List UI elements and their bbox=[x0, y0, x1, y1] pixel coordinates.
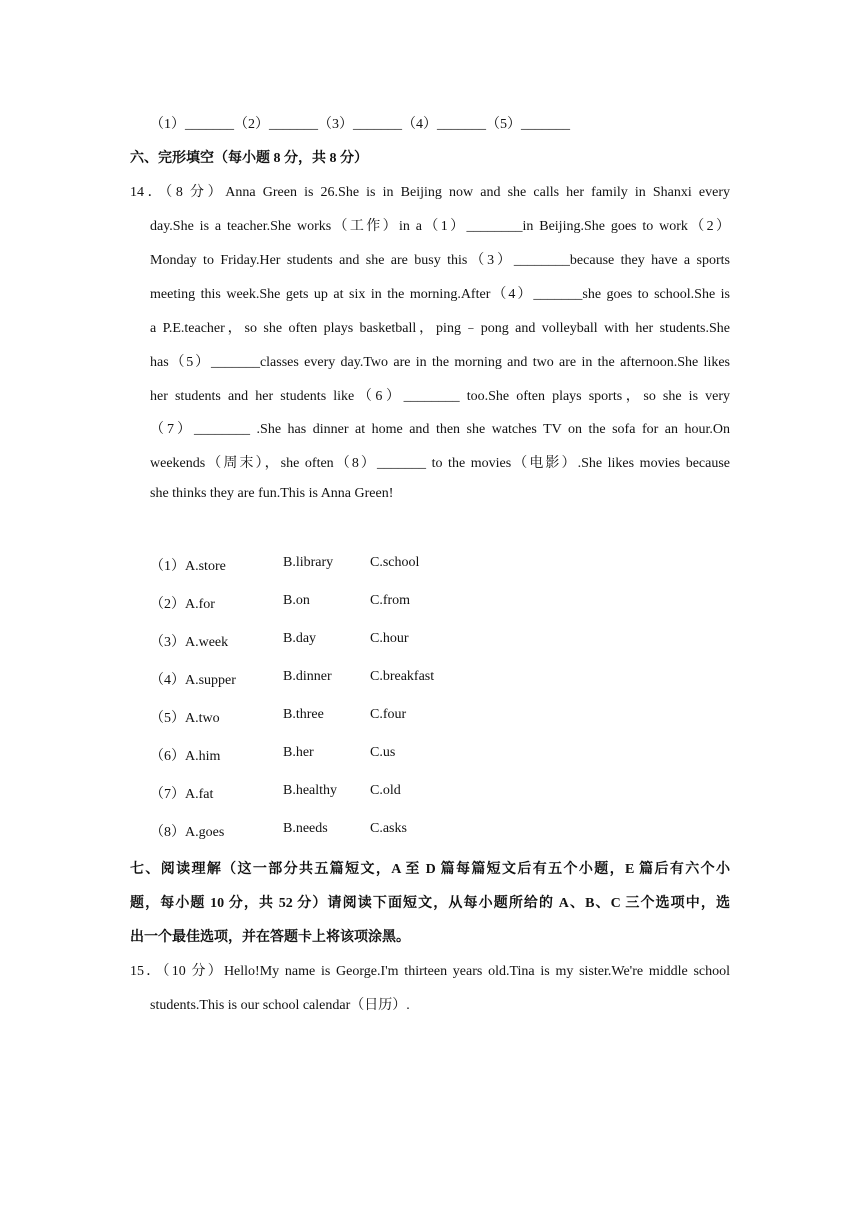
passage-line: （7）________ .She has dinner at home and then she watches TV on the sofa for an hour.On bbox=[150, 422, 730, 437]
section-7-line: 题，每小题 10 分，共 52 分）请阅读下面短文，从每小题所给的 A、B、C 三个选项中，选 bbox=[130, 896, 730, 911]
option-b: B.day bbox=[283, 631, 317, 646]
option-a: （6）A.him bbox=[150, 749, 221, 764]
option-a: （4）A.supper bbox=[150, 673, 236, 688]
passage-line: a P.E.teacher，so she often plays basketball，ping﹣pong and volleyball with her students.She bbox=[150, 321, 730, 336]
option-b: B.healthy bbox=[283, 783, 338, 798]
answer-blanks-line: （1）_______（2）_______（3）_______（4）_______（5）_______ bbox=[150, 117, 570, 132]
option-b: B.her bbox=[283, 745, 314, 760]
option-c: C.hour bbox=[370, 631, 409, 646]
option-a: （2）A.for bbox=[150, 597, 215, 612]
option-b: B.library bbox=[283, 555, 334, 570]
passage-line: she thinks they are fun.This is Anna Green! bbox=[150, 486, 394, 501]
option-a: （5）A.two bbox=[150, 711, 220, 726]
option-a: （3）A.week bbox=[150, 635, 229, 650]
option-c: C.old bbox=[370, 783, 401, 798]
passage-line: day.She is a teacher.She works（工作）in a（1）________in Beijing.She goes to work（2） bbox=[150, 219, 730, 234]
passage-line: Monday to Friday.Her students and she are busy this（3）________because they have a sports bbox=[150, 253, 730, 268]
option-b: B.dinner bbox=[283, 669, 332, 684]
option-a: （7）A.fat bbox=[150, 787, 214, 802]
section-7-line: 七、阅读理解（这一部分共五篇短文，A 至 D 篇每篇短文后有五个小题，E 篇后有六个小 bbox=[130, 862, 730, 877]
passage-line: meeting this week.She gets up at six in the morning.After（4）_______she goes to school.She is bbox=[150, 287, 730, 302]
passage-line: students.This is our school calendar（日历）. bbox=[150, 998, 410, 1013]
option-b: B.three bbox=[283, 707, 324, 722]
option-c: C.us bbox=[370, 745, 396, 760]
passage-line: weekends（周末），she often（8）_______ to the movies（电影）.She likes movies because bbox=[150, 456, 730, 471]
passage-line: her students and her students like（6）________ too.She often plays sports，so she is very bbox=[150, 389, 730, 404]
option-b: B.needs bbox=[283, 821, 328, 836]
passage-line: 14．（8 分）Anna Green is 26.She is in Beijing now and she calls her family in Shanxi every bbox=[130, 185, 730, 200]
option-b: B.on bbox=[283, 593, 310, 608]
section-7-line: 出一个最佳选项，并在答题卡上将该项涂黑。 bbox=[130, 930, 410, 945]
option-a: （1）A.store bbox=[150, 559, 226, 574]
option-c: C.breakfast bbox=[370, 669, 435, 684]
section-6-title: 六、完形填空（每小题 8 分，共 8 分） bbox=[130, 151, 368, 166]
option-c: C.asks bbox=[370, 821, 407, 836]
option-c: C.from bbox=[370, 593, 411, 608]
option-c: C.four bbox=[370, 707, 407, 722]
passage-line: 15．（10 分）Hello!My name is George.I'm thirteen years old.Tina is my sister.We're middle school bbox=[130, 964, 730, 979]
passage-line: has（5）_______classes every day.Two are in the morning and two are in the afternoon.She likes bbox=[150, 355, 730, 370]
option-a: （8）A.goes bbox=[150, 825, 225, 840]
option-c: C.school bbox=[370, 555, 420, 570]
